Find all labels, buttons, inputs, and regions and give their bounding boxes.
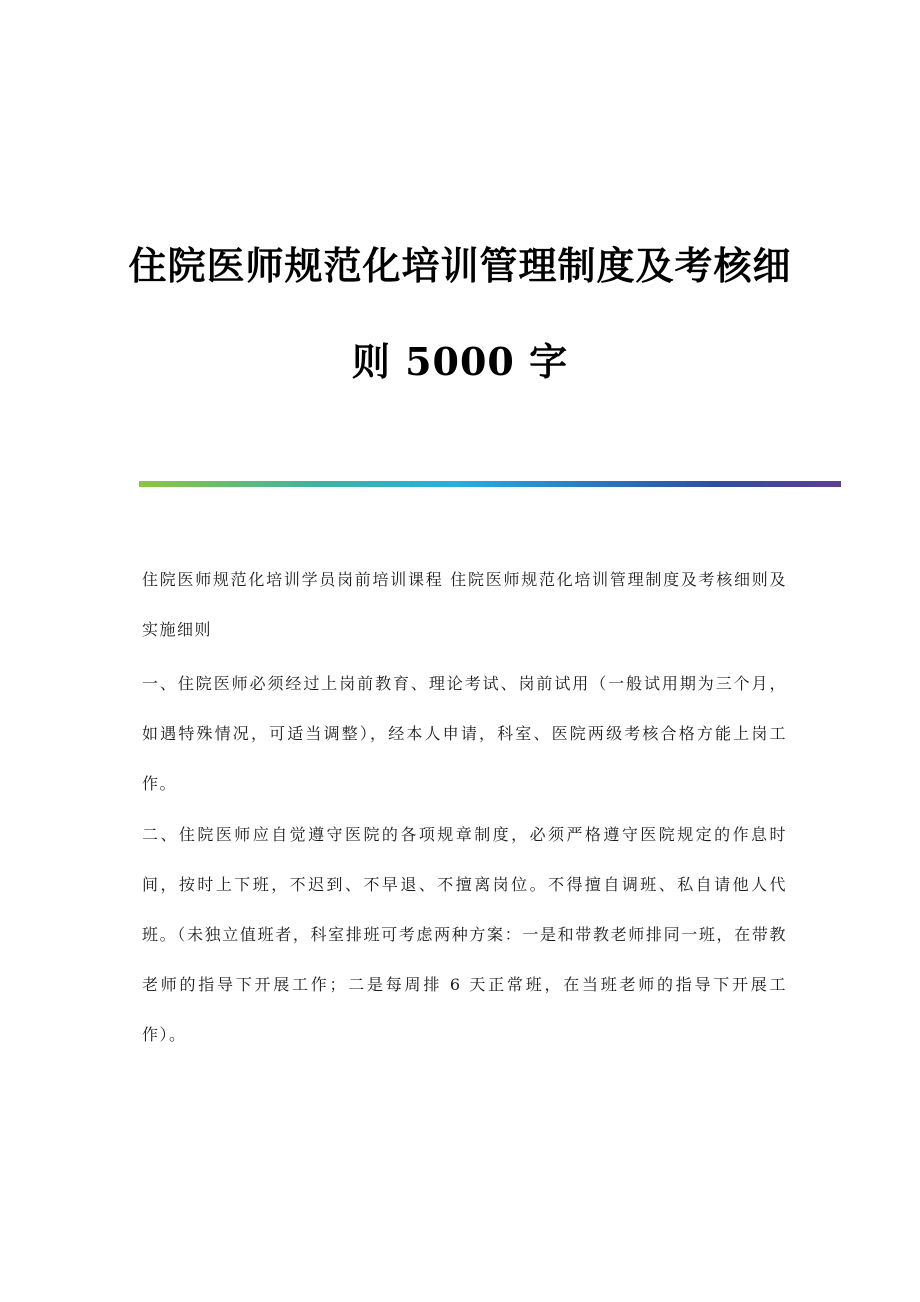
paragraph-rule-1: 一、住院医师必须经过上岗前教育、理论考试、岗前试用（一般试用期为三个月，如遇特殊情况，可适当调整），经本人申请，科室、医院两级考核合格方能上岗工作。 [142, 674, 787, 793]
title-divider [139, 481, 841, 487]
paragraph-rule-2: 二、住院医师应自觉遵守医院的各项规章制度，必须严格遵守医院规定的作息时间，按时上下班，不迟到、不早退、不擅离岗位。不得擅自调班、私自请他人代班。（未独立值班者，科室排班可考虑两种方案：一是和带教老师排同一班，在带教老师的指导下开展工作；二是每周排 6 天正常班，在当班老师的指导下开展工作）。 [142, 825, 787, 1044]
paragraph-intro: 住院医师规范化培训学员岗前培训课程 住院医师规范化培训管理制度及考核细则及实施细则 [142, 570, 787, 639]
document-title-line-2: 则 5000 字 [351, 339, 569, 385]
document-title-line-1: 住院医师规范化培训管理制度及考核细 [128, 243, 792, 289]
